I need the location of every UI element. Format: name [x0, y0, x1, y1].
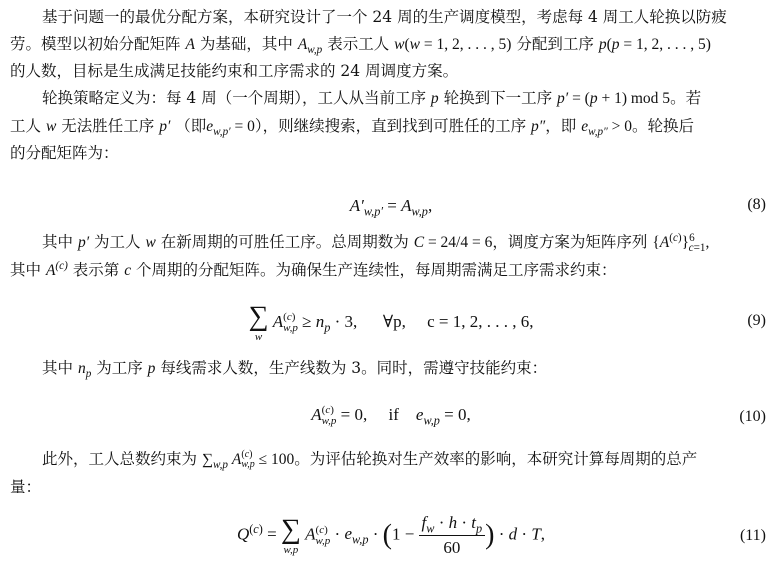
- paragraph-3-line-1: [10, 229, 772, 257]
- math-p-range-def: (p = 1, 2, . . . , 5): [606, 35, 711, 53]
- text-fragment: 为工序: [96, 359, 143, 377]
- text-fragment: 在新周期的可胜任工序。总周期数为: [160, 233, 409, 251]
- math-e-positive: $e_{w,p''} > 0$: [581, 117, 632, 138]
- math-p-prime: p′: [77, 234, 90, 251]
- math-total-workers: $\sum_{w,p}$ A (c) w,p ≤ 100: [201, 449, 295, 472]
- equation-11-number: (11): [739, 527, 766, 544]
- math-p: p: [147, 360, 156, 377]
- math-p: p: [430, 90, 439, 107]
- equation-10: [10, 405, 772, 445]
- equation-8-body: $A'_{w,p'} = A_{w,p}$,: [349, 196, 433, 219]
- math-rotation-rule: p′ = (p + 1) mod 5: [557, 90, 671, 107]
- text-fragment: 。若: [670, 89, 702, 107]
- eq10-if: if: [388, 405, 399, 424]
- text-fragment: 此外，工人总数约束为: [42, 450, 198, 468]
- text-fragment: 表示第: [72, 260, 120, 279]
- math-w: w: [145, 234, 156, 251]
- equation-9: [10, 303, 772, 349]
- text-fragment: 轮换策略定义为：每 4 周（一个周期），工人从当前工序: [42, 89, 426, 107]
- math-c: c: [124, 261, 132, 279]
- math-matrix-sequence: $\{A^{(c)}\}^6_{c=1}$,: [652, 231, 710, 255]
- paragraph-5-line-1: [10, 446, 772, 474]
- mod-word: mod 5: [630, 90, 671, 107]
- paragraph-2-line-3: 的分配矩阵为：: [10, 144, 119, 162]
- equation-11-body: $Q^{(c)}$ = ∑ w,p A (c) w,p · $e_{w,p} \cdot (1$ − $\frac{f_w \cdot h \cdot t_p}{60}$ ) · d · T,: [236, 513, 546, 557]
- equation-8-number: (8): [747, 196, 766, 213]
- paragraph-4-line-1: [10, 355, 772, 383]
- equation-9-number: (9): [747, 312, 766, 329]
- text-fragment: ，调度方案为矩阵序列: [492, 233, 648, 251]
- text-fragment: 个周期的分配矩阵。为确保生产连续性，每周期需满足工序需求约束：: [136, 260, 617, 279]
- eq9-quantifier: ∀p,: [382, 311, 406, 331]
- paragraph-5: [10, 446, 772, 500]
- text-fragment: 分配到工序: [516, 34, 594, 53]
- text-fragment: 其中: [10, 260, 42, 279]
- equation-11: [10, 513, 772, 565]
- equation-10-number: (10): [739, 408, 766, 425]
- paragraph-3: [10, 229, 772, 284]
- eq9-range: c = 1, 2, . . . , 6,: [427, 311, 534, 331]
- text-fragment: 表示工人: [327, 34, 390, 53]
- equation-9-body: ∑ w A (c) w,p ≥ $n_p \cdot 3$, ∀p, c = 1, 2, . . . , 6,: [248, 301, 534, 343]
- paragraph-5-line-2: 量：: [10, 477, 42, 496]
- paragraph-1-line-2: [10, 31, 772, 59]
- text-fragment: 为基础，其中: [199, 34, 293, 53]
- text-fragment: 其中: [42, 233, 74, 251]
- math-A-c: $A^{(c)}$: [45, 259, 68, 279]
- text-fragment: 其中: [42, 359, 74, 377]
- math-w: w: [45, 117, 57, 135]
- text-fragment: 为工人: [94, 233, 141, 251]
- math-e-zero: $e_{w,p'} = 0$: [206, 117, 255, 138]
- text-fragment: ，即: [545, 116, 577, 135]
- math-A: A: [185, 35, 195, 53]
- math-p-double-prime: p″: [531, 117, 546, 135]
- text-fragment: 无法胜任工序: [61, 116, 155, 135]
- paragraph-2: [10, 85, 772, 167]
- text-fragment: （即: [175, 116, 207, 135]
- text-fragment: 工人: [10, 116, 42, 135]
- paragraph-2-line-1: [10, 85, 772, 113]
- text-fragment: 每线需求人数，生产线数为 3。同时，需遵守技能约束：: [160, 359, 548, 377]
- text-fragment: 劳。模型以初始分配矩阵: [10, 34, 181, 53]
- text-fragment: ），则继续搜索，直到找到可胜任的工序: [254, 116, 527, 135]
- paragraph-3-line-2: [10, 257, 772, 285]
- math-w-range: w: [394, 35, 405, 53]
- fraction: $\frac{f_w \cdot h \cdot t_p}{60}$: [419, 513, 486, 558]
- paragraph-4: [10, 355, 772, 383]
- paragraph-1-line-3: 的人数，目标是生成满足技能约束和工序需求的 24 周调度方案。: [10, 62, 459, 80]
- math-p-prime: p′: [159, 117, 171, 135]
- paragraph-2-line-2: [10, 113, 772, 141]
- math-cycle-count: C = 24/4 = 6: [413, 234, 493, 251]
- text-fragment: 轮换到下一工序: [443, 89, 553, 107]
- text-fragment: 。轮换后: [632, 116, 695, 135]
- paragraph-1-line-1: 基于问题一的最优分配方案，本研究设计了一个 24 周的生产调度模型，考虑每 4 周工人轮换以防疲: [42, 8, 727, 26]
- sum-symbol: ∑ w,p: [280, 513, 301, 556]
- equation-10-body: A (c) w,p = 0, if $e_{w,p} = 0$,: [311, 404, 471, 428]
- math-n-p: $n_p$: [77, 360, 92, 381]
- paragraph-1: [10, 4, 772, 85]
- math-p-range: p: [598, 35, 607, 53]
- math-w-range-def: (w = 1, 2, . . . , 5): [404, 35, 512, 53]
- math-A-wp: $A_{w,p}$: [297, 35, 323, 56]
- sum-symbol: ∑ w: [248, 301, 269, 343]
- text-fragment: 。为评估轮换对生产效率的影响，本研究计算每周期的总产: [294, 450, 698, 468]
